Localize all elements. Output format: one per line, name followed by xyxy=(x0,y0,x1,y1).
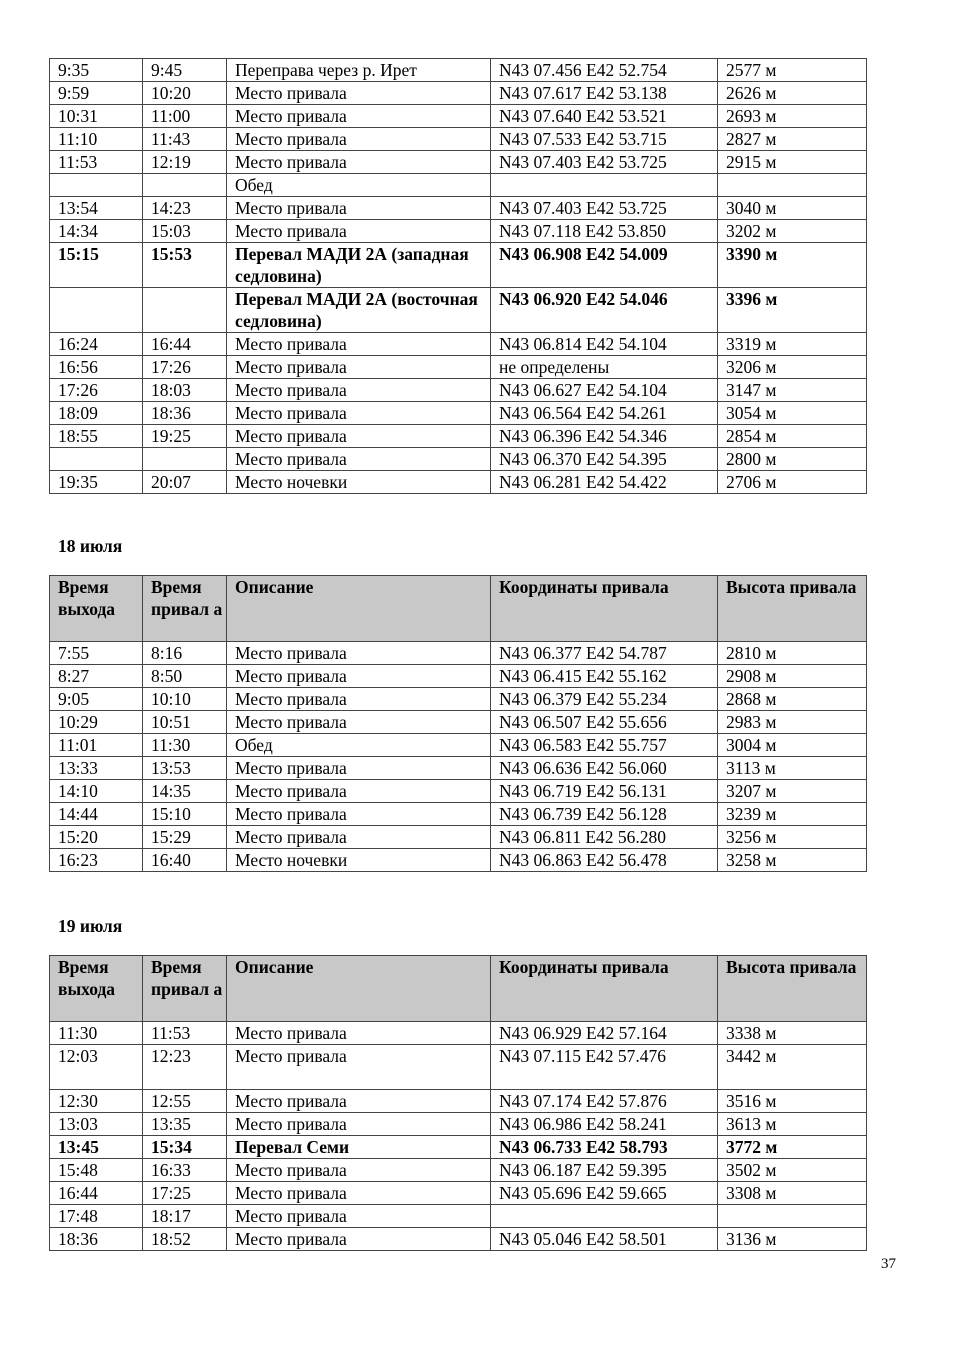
cell-halt: 11:53 xyxy=(143,1022,227,1045)
cell-halt: 12:19 xyxy=(143,151,227,174)
cell-halt: 10:51 xyxy=(143,711,227,734)
table-row xyxy=(50,379,867,402)
cell-departure: 9:05 xyxy=(50,688,143,711)
route-table-19-july xyxy=(49,955,867,1251)
cell-coordinates: N43 06.627 E42 54.104 xyxy=(491,379,718,402)
cell-departure: 13:03 xyxy=(50,1113,143,1136)
header-altitude: Высота привала xyxy=(718,956,867,1022)
cell-description: Место привала xyxy=(227,402,491,425)
cell-altitude: 2908 м xyxy=(718,665,867,688)
cell-departure: 14:34 xyxy=(50,220,143,243)
cell-altitude: 3613 м xyxy=(718,1113,867,1136)
cell-description: Место привала xyxy=(227,780,491,803)
table-row xyxy=(50,1159,867,1182)
cell-halt: 14:23 xyxy=(143,197,227,220)
cell-coordinates: N43 07.118 E42 53.850 xyxy=(491,220,718,243)
cell-altitude: 2800 м xyxy=(718,448,867,471)
table-row xyxy=(50,220,867,243)
cell-departure: 12:30 xyxy=(50,1090,143,1113)
cell-coordinates: N43 06.733 E42 58.793 xyxy=(491,1136,718,1159)
table-row xyxy=(50,757,867,780)
cell-coordinates: N43 06.377 E42 54.787 xyxy=(491,642,718,665)
cell-halt: 13:53 xyxy=(143,757,227,780)
cell-altitude: 2827 м xyxy=(718,128,867,151)
cell-description: Место привала xyxy=(227,379,491,402)
cell-departure: 9:35 xyxy=(50,59,143,82)
cell-departure: 11:53 xyxy=(50,151,143,174)
cell-halt: 11:43 xyxy=(143,128,227,151)
route-table-18-july xyxy=(49,575,867,872)
day-heading-19-july: 19 июля xyxy=(58,916,123,936)
cell-coordinates: N43 07.640 E42 53.521 xyxy=(491,105,718,128)
cell-altitude: 3319 м xyxy=(718,333,867,356)
cell-description: Место привала xyxy=(227,356,491,379)
header-altitude: Высота привала xyxy=(718,576,867,642)
table-row xyxy=(50,803,867,826)
cell-description: Место привала xyxy=(227,448,491,471)
cell-halt: 8:16 xyxy=(143,642,227,665)
table-row xyxy=(50,288,867,333)
cell-altitude: 2915 м xyxy=(718,151,867,174)
cell-halt: 15:29 xyxy=(143,826,227,849)
table-header-row xyxy=(50,576,867,642)
cell-description: Место привала xyxy=(227,1205,491,1228)
table-row xyxy=(50,1045,867,1090)
cell-halt xyxy=(143,174,227,197)
cell-departure: 15:48 xyxy=(50,1159,143,1182)
cell-description: Место привала xyxy=(227,803,491,826)
table-row xyxy=(50,471,867,494)
cell-halt: 16:40 xyxy=(143,849,227,872)
cell-departure: 14:10 xyxy=(50,780,143,803)
cell-coordinates: N43 06.564 E42 54.261 xyxy=(491,402,718,425)
table-row xyxy=(50,1228,867,1251)
cell-departure: 11:10 xyxy=(50,128,143,151)
cell-altitude: 3202 м xyxy=(718,220,867,243)
cell-altitude: 3136 м xyxy=(718,1228,867,1251)
cell-halt: 8:50 xyxy=(143,665,227,688)
cell-coordinates: N43 06.370 E42 54.395 xyxy=(491,448,718,471)
cell-altitude: 3772 м xyxy=(718,1136,867,1159)
cell-altitude: 3239 м xyxy=(718,803,867,826)
header-description: Описание xyxy=(227,576,491,642)
cell-altitude: 2577 м xyxy=(718,59,867,82)
cell-description: Место привала xyxy=(227,105,491,128)
table-row xyxy=(50,734,867,757)
cell-description: Место ночевки xyxy=(227,471,491,494)
cell-departure: 18:09 xyxy=(50,402,143,425)
cell-altitude: 3054 м xyxy=(718,402,867,425)
table-row xyxy=(50,356,867,379)
cell-description: Переправа через р. Ирет xyxy=(227,59,491,82)
cell-description: Место привала xyxy=(227,1228,491,1251)
cell-altitude: 2983 м xyxy=(718,711,867,734)
table-row xyxy=(50,128,867,151)
cell-departure: 8:27 xyxy=(50,665,143,688)
cell-coordinates: N43 07.403 E42 53.725 xyxy=(491,197,718,220)
cell-halt: 11:00 xyxy=(143,105,227,128)
cell-halt: 18:52 xyxy=(143,1228,227,1251)
cell-departure: 18:55 xyxy=(50,425,143,448)
table-row xyxy=(50,826,867,849)
cell-halt: 18:36 xyxy=(143,402,227,425)
table-row xyxy=(50,1022,867,1045)
cell-departure: 11:30 xyxy=(50,1022,143,1045)
table-row xyxy=(50,425,867,448)
cell-halt: 15:53 xyxy=(143,243,227,288)
header-departure-time: Время выхода xyxy=(50,956,143,1022)
cell-description: Место привала xyxy=(227,82,491,105)
table-row xyxy=(50,174,867,197)
cell-halt xyxy=(143,448,227,471)
cell-departure: 11:01 xyxy=(50,734,143,757)
cell-altitude: 3516 м xyxy=(718,1090,867,1113)
cell-halt: 12:55 xyxy=(143,1090,227,1113)
cell-departure: 16:24 xyxy=(50,333,143,356)
cell-description: Место привала xyxy=(227,197,491,220)
cell-description: Место привала xyxy=(227,1182,491,1205)
cell-coordinates: N43 06.507 E42 55.656 xyxy=(491,711,718,734)
cell-halt: 14:35 xyxy=(143,780,227,803)
cell-departure: 10:29 xyxy=(50,711,143,734)
cell-description: Место привала xyxy=(227,425,491,448)
table-row xyxy=(50,849,867,872)
cell-coordinates: N43 06.379 E42 55.234 xyxy=(491,688,718,711)
cell-coordinates: N43 07.617 E42 53.138 xyxy=(491,82,718,105)
cell-halt: 18:03 xyxy=(143,379,227,402)
cell-coordinates: N43 06.415 E42 55.162 xyxy=(491,665,718,688)
cell-halt xyxy=(143,288,227,333)
header-halt-time: Время привал а xyxy=(143,956,227,1022)
cell-altitude: 3442 м xyxy=(718,1045,867,1090)
cell-coordinates: N43 06.739 E42 56.128 xyxy=(491,803,718,826)
cell-coordinates: N43 07.533 E42 53.715 xyxy=(491,128,718,151)
cell-coordinates: N43 06.719 E42 56.131 xyxy=(491,780,718,803)
cell-coordinates: N43 07.174 E42 57.876 xyxy=(491,1090,718,1113)
cell-coordinates: N43 06.811 E42 56.280 xyxy=(491,826,718,849)
cell-description: Место привала xyxy=(227,711,491,734)
cell-coordinates xyxy=(491,174,718,197)
table-row xyxy=(50,151,867,174)
table-header-row xyxy=(50,956,867,1022)
cell-altitude: 3338 м xyxy=(718,1022,867,1045)
cell-coordinates: N43 06.396 E42 54.346 xyxy=(491,425,718,448)
cell-departure: 19:35 xyxy=(50,471,143,494)
cell-description: Место привала xyxy=(227,1045,491,1090)
cell-altitude: 3113 м xyxy=(718,757,867,780)
header-halt-time: Время привал а xyxy=(143,576,227,642)
cell-description: Место привала xyxy=(227,128,491,151)
cell-altitude: 3502 м xyxy=(718,1159,867,1182)
table-row xyxy=(50,1090,867,1113)
cell-coordinates: не определены xyxy=(491,356,718,379)
cell-description: Обед xyxy=(227,174,491,197)
cell-halt: 19:25 xyxy=(143,425,227,448)
cell-altitude xyxy=(718,1205,867,1228)
cell-altitude xyxy=(718,174,867,197)
table-row xyxy=(50,1136,867,1159)
cell-description: Обед xyxy=(227,734,491,757)
cell-altitude: 3004 м xyxy=(718,734,867,757)
table-row xyxy=(50,665,867,688)
table-row xyxy=(50,780,867,803)
cell-coordinates: N43 06.636 E42 56.060 xyxy=(491,757,718,780)
cell-halt: 15:10 xyxy=(143,803,227,826)
cell-halt: 16:33 xyxy=(143,1159,227,1182)
cell-coordinates: N43 06.920 E42 54.046 xyxy=(491,288,718,333)
cell-departure: 16:56 xyxy=(50,356,143,379)
table-row xyxy=(50,688,867,711)
cell-halt: 18:17 xyxy=(143,1205,227,1228)
cell-halt: 13:35 xyxy=(143,1113,227,1136)
cell-halt: 9:45 xyxy=(143,59,227,82)
cell-coordinates: N43 07.456 E42 52.754 xyxy=(491,59,718,82)
cell-coordinates: N43 05.696 E42 59.665 xyxy=(491,1182,718,1205)
cell-description: Место привала xyxy=(227,665,491,688)
cell-halt: 12:23 xyxy=(143,1045,227,1090)
table-row xyxy=(50,59,867,82)
cell-coordinates: N43 06.986 E42 58.241 xyxy=(491,1113,718,1136)
cell-description: Место привала xyxy=(227,151,491,174)
cell-halt: 20:07 xyxy=(143,471,227,494)
cell-halt: 17:25 xyxy=(143,1182,227,1205)
cell-description: Место привала xyxy=(227,1113,491,1136)
cell-halt: 11:30 xyxy=(143,734,227,757)
table-row xyxy=(50,711,867,734)
cell-description: Место ночевки xyxy=(227,849,491,872)
cell-description: Место привала xyxy=(227,1090,491,1113)
page-number: 37 xyxy=(881,1256,896,1272)
cell-altitude: 3206 м xyxy=(718,356,867,379)
cell-halt: 17:26 xyxy=(143,356,227,379)
cell-departure: 15:20 xyxy=(50,826,143,849)
cell-departure: 16:23 xyxy=(50,849,143,872)
cell-altitude: 2693 м xyxy=(718,105,867,128)
cell-coordinates: N43 06.863 E42 56.478 xyxy=(491,849,718,872)
table-row xyxy=(50,1113,867,1136)
cell-coordinates: N43 06.908 E42 54.009 xyxy=(491,243,718,288)
cell-departure: 13:33 xyxy=(50,757,143,780)
header-description: Описание xyxy=(227,956,491,1022)
cell-coordinates: N43 07.115 E42 57.476 xyxy=(491,1045,718,1090)
cell-altitude: 3147 м xyxy=(718,379,867,402)
cell-coordinates: N43 06.929 E42 57.164 xyxy=(491,1022,718,1045)
cell-departure xyxy=(50,448,143,471)
table-row xyxy=(50,82,867,105)
cell-departure: 14:44 xyxy=(50,803,143,826)
cell-coordinates: N43 07.403 E42 53.725 xyxy=(491,151,718,174)
cell-altitude: 3256 м xyxy=(718,826,867,849)
cell-altitude: 2868 м xyxy=(718,688,867,711)
cell-halt: 15:03 xyxy=(143,220,227,243)
cell-coordinates xyxy=(491,1205,718,1228)
cell-altitude: 2706 м xyxy=(718,471,867,494)
header-departure-time: Время выхода xyxy=(50,576,143,642)
cell-departure: 16:44 xyxy=(50,1182,143,1205)
cell-coordinates: N43 06.814 E42 54.104 xyxy=(491,333,718,356)
cell-altitude: 2854 м xyxy=(718,425,867,448)
cell-departure: 17:26 xyxy=(50,379,143,402)
cell-altitude: 3207 м xyxy=(718,780,867,803)
cell-departure: 18:36 xyxy=(50,1228,143,1251)
cell-altitude: 3308 м xyxy=(718,1182,867,1205)
cell-description: Место привала xyxy=(227,1159,491,1182)
cell-departure: 13:54 xyxy=(50,197,143,220)
cell-coordinates: N43 06.187 E42 59.395 xyxy=(491,1159,718,1182)
cell-description: Место привала xyxy=(227,826,491,849)
cell-description: Перевал МАДИ 2А (восточная седловина) xyxy=(227,288,491,333)
day-heading-18-july: 18 июля xyxy=(58,536,123,556)
cell-description: Перевал МАДИ 2А (западная седловина) xyxy=(227,243,491,288)
cell-departure: 17:48 xyxy=(50,1205,143,1228)
cell-altitude: 3258 м xyxy=(718,849,867,872)
table-row xyxy=(50,1182,867,1205)
header-coordinates: Координаты привала xyxy=(491,956,718,1022)
header-coordinates: Координаты привала xyxy=(491,576,718,642)
cell-departure: 7:55 xyxy=(50,642,143,665)
cell-halt: 16:44 xyxy=(143,333,227,356)
cell-altitude: 2810 м xyxy=(718,642,867,665)
cell-departure: 12:03 xyxy=(50,1045,143,1090)
table-row xyxy=(50,402,867,425)
route-table-17-july-continued xyxy=(49,58,867,494)
cell-description: Место привала xyxy=(227,220,491,243)
cell-altitude: 3396 м xyxy=(718,288,867,333)
cell-coordinates: N43 05.046 E42 58.501 xyxy=(491,1228,718,1251)
cell-departure: 9:59 xyxy=(50,82,143,105)
cell-coordinates: N43 06.281 E42 54.422 xyxy=(491,471,718,494)
cell-description: Место привала xyxy=(227,1022,491,1045)
cell-description: Место привала xyxy=(227,757,491,780)
cell-coordinates: N43 06.583 E42 55.757 xyxy=(491,734,718,757)
cell-departure: 13:45 xyxy=(50,1136,143,1159)
cell-description: Перевал Семи xyxy=(227,1136,491,1159)
cell-halt: 10:20 xyxy=(143,82,227,105)
table-row xyxy=(50,105,867,128)
cell-description: Место привала xyxy=(227,333,491,356)
table-row xyxy=(50,197,867,220)
cell-departure xyxy=(50,174,143,197)
cell-departure: 15:15 xyxy=(50,243,143,288)
cell-altitude: 2626 м xyxy=(718,82,867,105)
cell-halt: 15:34 xyxy=(143,1136,227,1159)
cell-departure: 10:31 xyxy=(50,105,143,128)
table-row xyxy=(50,448,867,471)
cell-halt: 10:10 xyxy=(143,688,227,711)
table-row xyxy=(50,642,867,665)
table-row xyxy=(50,243,867,288)
cell-description: Место привала xyxy=(227,688,491,711)
cell-altitude: 3040 м xyxy=(718,197,867,220)
table-row xyxy=(50,333,867,356)
cell-departure xyxy=(50,288,143,333)
cell-altitude: 3390 м xyxy=(718,243,867,288)
table-row xyxy=(50,1205,867,1228)
cell-description: Место привала xyxy=(227,642,491,665)
